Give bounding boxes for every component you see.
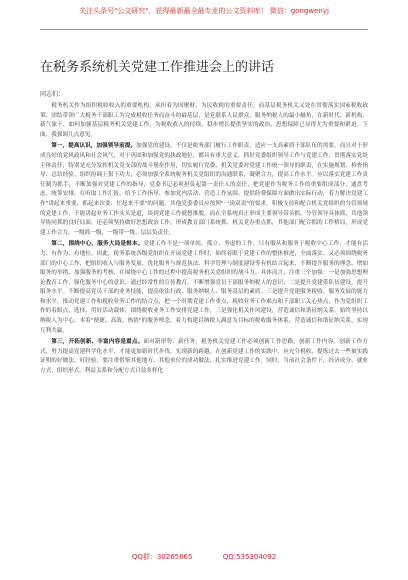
footer-contact xyxy=(0,550,408,564)
paragraph-text: 面对新形势、新任务，税务机关党建工作必须创新工作思路，创新工作内容，创新工作方式，努力提高党建科学化水平，才能更加新时代步伐，实现新的跨越。在创新党建工作的实践中，应充分税收、提炼过去一些被实践证明的好做法、好经验，要注重借鉴其他地方、其他单位的成功做法，扎实推进党建工作。同时，当前社会条件下，经济成分、就业方式，组织形式、利益关系和分配方式日益多样化 xyxy=(40,339,368,375)
paragraph xyxy=(40,102,368,140)
paragraph-text: 税务机关作为组织税收收入的重要机构，承担着为国聚财、为民收税的重要责任，而基层税务机关又处在贯彻落实国家税收政策、团结带领广大税务干部职工为完成税收任务而奋斗的最基层，是党联系人民群众、服务纳税人的最小触角，在新时代、新机构、新气象下，如何加强基层税务机关党建工作，为税收收入的持续、稳步增长提供坚实的政治、思想保障已显得尤为重要和紧迫。下面，我强调几点意见。 xyxy=(40,103,368,138)
paragraph-lead: 第一，提高认识，加强领导前提。 xyxy=(51,143,137,150)
paragraph-text: 加强党的建设，不仅是税务部门履行工作职责、适应一支高素质干部队伍的需要，而且对于形成良好的党风政风和社会风气，对于巩固和加强党的执政地位，都具有重大意义。抓好党委组织领导工作与党建工作，贯彻落实党组主体责任，特别是充分发挥机关党支部的战斗堡垒作用，切实履行党委、机关党委对党建工作统一领导的职责，在实施规划、检查指导、总结经验、组织协调上狠下功夫，必须加强全系统税务机关党组织的沟通联系，凝聚合力，提高工作水平。应以落实党建工作责任制为抓手，不断加强对党建工作的指导，党委书记必须担负起第一责任人的责任，把党建作为税务工作的重要组成部分，通盘考虑，统筹安排，在听取工作汇报、给予工作指导、参加党内活动、营造工作氛围、提供经费保障方面做出实际行动，着力解决党建工作"讲起来重要、抓起来次要、忙起来不要"的问题。其他党委委员应按照"一岗双责"的要求，积极支持和配合机关党组织的分管领域的党建工作，不能讲起业务工作头头是道，谈到党建工作就想推脱，而在全系统真正形成主要领导带头抓，分管领导具体抓，其他领导协同抓的良好局面，还必须坚持做好思想政治工作，形成教育部门系统抓、机关党办重点抓，其他部门配合抓的工作格局，形成党建工作合力，一级抓一级，一级带一级，层层负责任。 xyxy=(40,143,368,236)
header-divider xyxy=(40,29,368,30)
paragraph-text: 党建工作不是一项单纯、孤立、务虚的工作，只有服从和服务于税收中心工作，才能有活力、有作为、有地位。因此，税务系统各级党组织在开展党建工作时，始终着眼于党建工作的整体推进，全面落实、又必须围绕税务部门的中心工作，把组织收入与服务发展、优化服务与规范执法、科学管理与制度建设等有机结合起来，不断提升服务的理念、增加服务的举措、加强服务的考核，在围绕中心工作的过程中提高税务机关党组织的战斗力、具体而言，注重三个加强：一是加强思想理论教育工作，强化服务中心的意识，通过经常性的宣传教育，不断增强党员干部服务纳税人的意识；二是提升党建带队伍建设，提升服务水平。不断提高党员干部的业务技能，提高依法行政、服务纳税人、服务基层的素质。三是提升党建服务税收、服务发展的能力和水平，推动党建工作和税收业务工作的结合点，把一个时期党建工作重点，税收业务工作难点和干部职工关心热点，作为党组织工作的着眼点，选择、用好活动载体，围绕税收业务工作安排党建工作，三是强化机关作风建设，营造诚信和谐征纳关系。始终坚持以纳税人为中心，本着"便捷、高效、热情"的服务理念，着力构建以纳税人满意为目标的税收服务体系，营造诚信和谐征纳关系，实现互利共赢。 xyxy=(40,241,368,334)
document-body xyxy=(40,102,368,548)
page-title: 在税务系统机关党建工作推进会上的讲话 xyxy=(40,60,275,75)
header-banner-text: 关注头条号"公文研究"，获得最新最全最专业的公文资料库！ 微信：gongwenyj xyxy=(79,7,329,15)
footer-qq-group: QQ群：30265665 xyxy=(131,553,193,561)
paragraph xyxy=(40,240,368,336)
greeting: 同志们： xyxy=(40,91,65,98)
paragraph-lead: 第二，围绕中心、服务大局是根本。 xyxy=(51,241,144,248)
footer-qq: QQ:535304092 xyxy=(222,553,277,561)
paragraph xyxy=(40,142,368,238)
paragraph xyxy=(40,338,368,376)
header-banner xyxy=(0,0,408,42)
paragraph-lead: 第三，开拓创新、丰富内容是重点。 xyxy=(51,339,144,346)
